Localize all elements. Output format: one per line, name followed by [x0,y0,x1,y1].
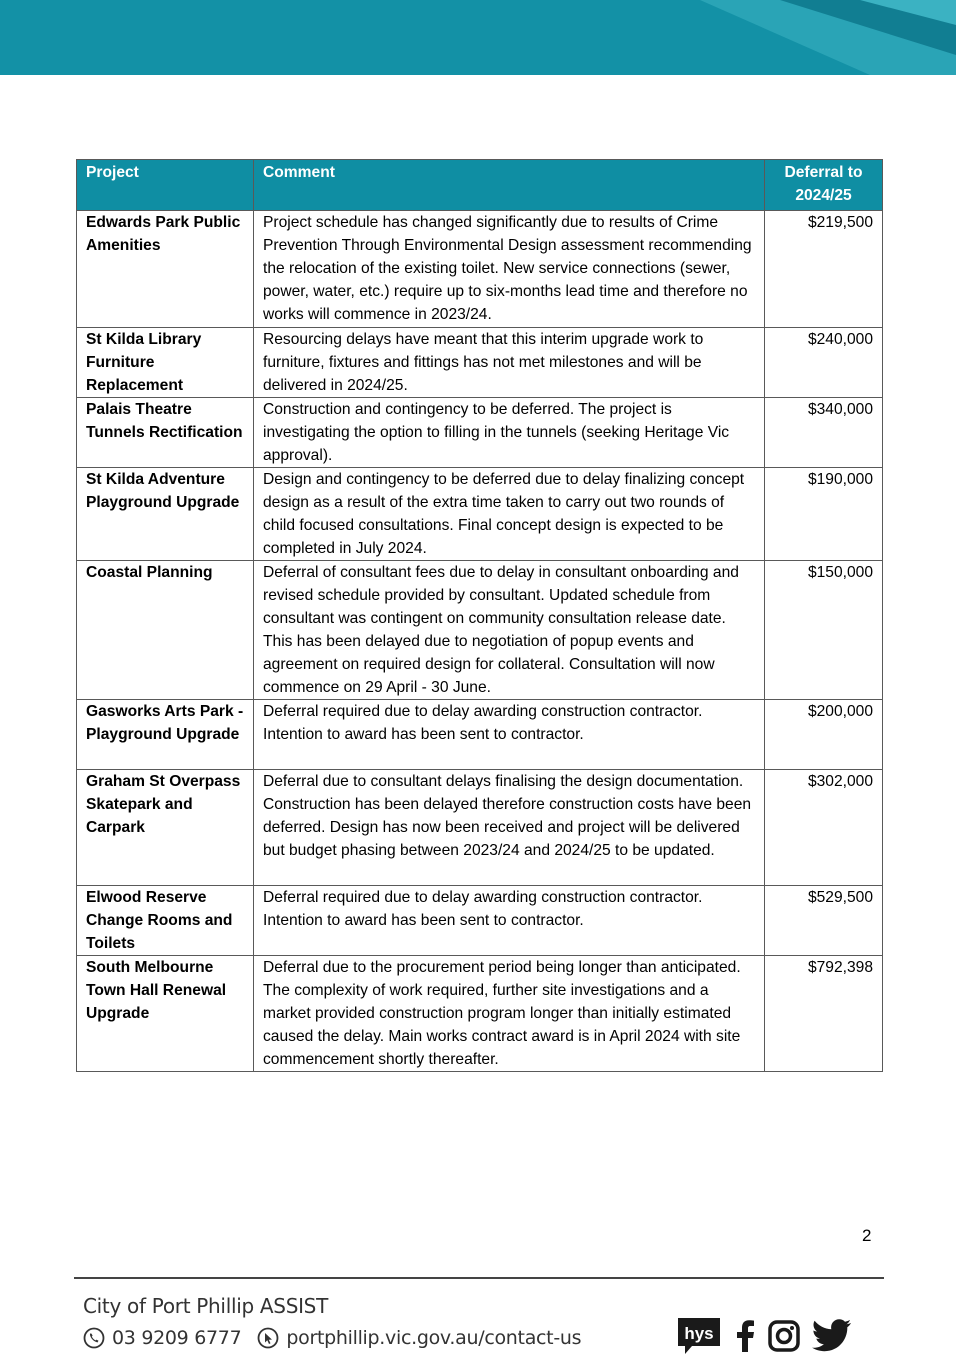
instagram-icon[interactable] [768,1320,800,1357]
table-row [77,328,883,398]
footer-title: City of Port Phillip ASSIST [83,1294,328,1318]
table-row [77,886,883,956]
header-project: Project [77,160,254,211]
table-row [77,700,883,770]
hys-icon[interactable] [676,1316,722,1361]
table-row [77,770,883,886]
project-comment: Construction and contingency to be deferred. The project is investigating the option to filling in the tunnels (seeking Heritage Vic approval). [254,398,765,468]
project-name: Gasworks Arts Park - Playground Upgrade [77,700,254,770]
table-header-row [77,160,883,211]
table-row [77,398,883,468]
project-name: St Kilda Library Furniture Replacement [77,328,254,398]
project-name: St Kilda Adventure Playground Upgrade [77,468,254,561]
deferral-amount: $150,000 [765,561,883,700]
project-comment: Deferral required due to delay awarding construction contractor. Intention to award has been sent to contractor. [254,700,765,770]
deferral-table [76,159,883,1072]
deferral-amount: $792,398 [765,956,883,1072]
project-comment: Project schedule has changed significantly due to results of Crime Prevention Through Environmental Design assessment recommending the relocation of the existing toilet. New service connections (sewer, power, water, etc.) require up to six-months lead time and therefore no works will commence in 2023/24. [254,211,765,328]
footer-contact [83,1324,581,1352]
project-name: South Melbourne Town Hall Renewal Upgrade [77,956,254,1072]
table-row [77,956,883,1072]
project-comment: Deferral required due to delay awarding construction contractor. Intention to award has been sent to contractor. [254,886,765,956]
twitter-icon[interactable] [812,1319,852,1358]
hys-label: hys [684,1323,714,1343]
footer-phone[interactable]: 03 9209 6777 [112,1327,242,1349]
project-name: Palais Theatre Tunnels Rectification [77,398,254,468]
deferral-amount: $340,000 [765,398,883,468]
project-name: Graham St Overpass Skatepark and Carpark [77,770,254,886]
project-comment: Deferral of consultant fees due to delay in consultant onboarding and revised schedule provided by consultant. Updated schedule from consultant was contingent on community consultation release date. This has been delayed due to negotiation of popup events and agreement on required design for collateral. Consultation will now commence on 29 April - 30 June. [254,561,765,700]
cursor-icon [257,1327,279,1349]
page-number: 2 [862,1226,872,1245]
footer-divider [74,1277,884,1279]
deferral-amount: $529,500 [765,886,883,956]
project-name: Elwood Reserve Change Rooms and Toilets [77,886,254,956]
phone-icon [83,1327,105,1349]
project-comment: Design and contingency to be deferred due to delay finalizing concept design as a result of the extra time taken to carry out two rounds of child focused consultations. Final concept design is expected to be completed in July 2024. [254,468,765,561]
deferral-amount: $219,500 [765,211,883,328]
table-row [77,468,883,561]
deferral-amount: $190,000 [765,468,883,561]
table-row [77,211,883,328]
header-comment: Comment [254,160,765,211]
footer-website-link[interactable]: portphillip.vic.gov.au/contact-us [286,1327,582,1349]
deferral-amount: $302,000 [765,770,883,886]
facebook-icon[interactable] [734,1320,756,1357]
header-deferral: Deferral to 2024/25 [765,160,883,211]
deferral-amount: $240,000 [765,328,883,398]
project-name: Coastal Planning [77,561,254,700]
banner-decoration [0,0,956,75]
social-links [676,1318,864,1358]
project-name: Edwards Park Public Amenities [77,211,254,328]
project-comment: Deferral due to consultant delays finalising the design documentation. Construction has been delayed therefore construction costs have been deferred. Design has now been received and project will be delivered but budget phasing between 2023/24 and 2024/25 to be updated. [254,770,765,886]
table-row [77,561,883,700]
project-comment: Resourcing delays have meant that this interim upgrade work to furniture, fixtures and fittings has not met milestones and will be delivered in 2024/25. [254,328,765,398]
project-comment: Deferral due to the procurement period being longer than anticipated. The complexity of work required, further site investigations and a market provided construction program longer than initially estimated caused the delay. Main works contract award is in April 2024 with site commencement shortly thereafter. [254,956,765,1072]
top-banner [0,0,956,75]
deferral-amount: $200,000 [765,700,883,770]
